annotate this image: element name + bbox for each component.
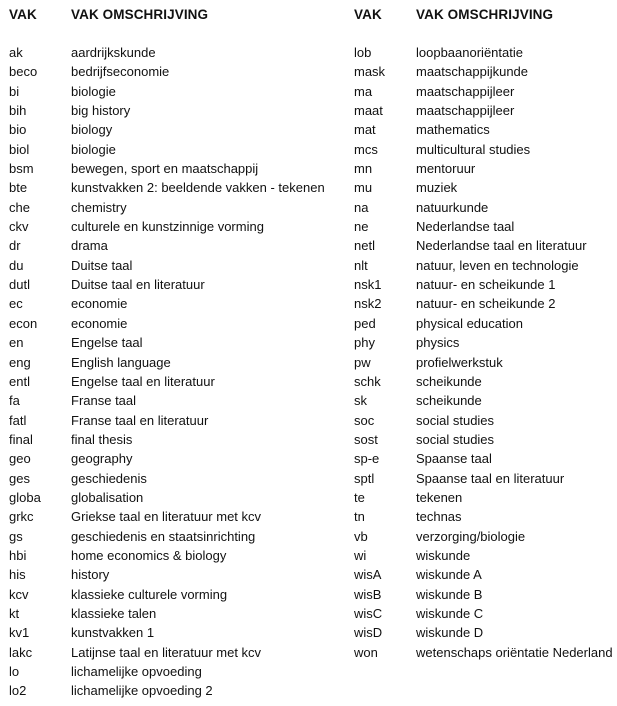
subject-code: lakc	[9, 644, 33, 660]
subject-code: netl	[354, 238, 375, 254]
table-row	[0, 643, 340, 662]
table-row	[0, 217, 340, 236]
header-code: VAK	[354, 7, 382, 22]
table-row	[0, 275, 340, 294]
subject-code: vb	[354, 528, 368, 544]
subject-code: won	[354, 644, 378, 660]
subject-description: Duitse taal	[71, 257, 133, 273]
subject-code: ma	[354, 83, 373, 99]
table-row	[0, 101, 340, 120]
subject-code: bte	[9, 180, 28, 196]
subject-code: gs	[9, 528, 23, 544]
header-description: VAK OMSCHRIJVING	[71, 7, 209, 22]
subject-code: bi	[9, 83, 20, 99]
table-row	[0, 411, 340, 430]
table-row	[353, 353, 617, 372]
subject-description: wiskunde	[416, 547, 471, 563]
subject-description: maatschappijleer	[416, 83, 515, 99]
subject-description: klassieke culturele vorming	[71, 586, 228, 602]
subject-description: scheikunde	[416, 373, 482, 389]
subject-code: ec	[9, 296, 23, 312]
table-row	[0, 198, 340, 217]
left-table-header	[0, 0, 340, 30]
subject-code: lo2	[9, 683, 27, 699]
subject-code: econ	[9, 315, 38, 331]
subject-code: du	[9, 257, 24, 273]
table-row	[0, 372, 340, 391]
subject-code: lob	[354, 45, 372, 60]
subject-description: geschiedenis en staatsinrichting	[71, 528, 256, 544]
subject-description: Latijnse taal en literatuur met kcv	[71, 644, 262, 660]
table-row	[353, 178, 617, 197]
subject-code: globa	[9, 489, 41, 505]
header-code: VAK	[9, 7, 37, 22]
subject-description: multicultural studies	[416, 141, 531, 157]
subject-description: loopbaanoriëntatie	[416, 45, 523, 60]
subject-code: biol	[9, 141, 30, 157]
table-row	[0, 430, 340, 449]
left-table-body	[0, 43, 340, 701]
subject-description: history	[71, 567, 110, 583]
subject-description: profielwerkstuk	[416, 354, 503, 370]
subject-description: lichamelijke opvoeding 2	[71, 683, 213, 699]
subject-code: geo	[9, 451, 31, 467]
table-row	[353, 507, 617, 526]
subject-code: fa	[9, 393, 20, 409]
table-row	[353, 333, 617, 352]
subject-code: ne	[354, 219, 369, 235]
subject-code: sost	[354, 431, 378, 447]
table-row	[353, 623, 617, 642]
subject-description: natuur, leven en technologie	[416, 257, 579, 273]
subject-code: sptl	[354, 470, 375, 486]
table-row	[353, 372, 617, 391]
subject-code: his	[9, 567, 26, 583]
table-row	[0, 256, 340, 275]
subject-description: klassieke talen	[71, 605, 157, 621]
table-row	[0, 391, 340, 410]
table-row	[353, 198, 617, 217]
table-row	[0, 120, 340, 139]
subject-description: lichamelijke opvoeding	[71, 664, 202, 679]
subject-description: Duitse taal en literatuur	[71, 277, 205, 293]
table-row	[353, 430, 617, 449]
right-table	[353, 0, 617, 660]
subject-code: kv1	[9, 625, 30, 641]
subject-code: mn	[354, 161, 373, 177]
table-row	[0, 140, 340, 159]
subject-code: tn	[354, 509, 365, 525]
table-row	[353, 217, 617, 236]
subject-code: kt	[9, 605, 20, 621]
subject-description: Nederlandse taal en literatuur	[416, 238, 587, 254]
subject-code: nsk1	[354, 277, 382, 293]
table-row	[0, 469, 340, 488]
subject-description: verzorging/biologie	[416, 528, 526, 544]
subject-code: ckv	[9, 219, 29, 235]
table-row	[353, 546, 617, 565]
right-table-header	[353, 0, 617, 30]
subject-code: ak	[9, 45, 23, 60]
table-row	[0, 82, 340, 101]
table-row	[353, 527, 617, 546]
table-row	[0, 353, 340, 372]
table-row	[353, 159, 617, 178]
subject-description: kunstvakken 2: beeldende vakken - tekenen	[71, 180, 325, 196]
subject-code: na	[354, 199, 369, 215]
subject-description: big history	[71, 103, 131, 119]
subject-code: beco	[9, 64, 38, 80]
subject-code: wisB	[354, 586, 382, 602]
subject-code: en	[9, 335, 24, 351]
subject-description: muziek	[416, 180, 458, 196]
subject-code: kcv	[9, 586, 29, 602]
subject-code: mat	[354, 122, 376, 138]
subject-description: home economics & biology	[71, 547, 227, 563]
table-row	[0, 333, 340, 352]
subject-description: drama	[71, 238, 108, 254]
subject-code: wisC	[354, 605, 383, 621]
table-row	[353, 411, 617, 430]
subject-code: te	[354, 489, 365, 505]
subject-description: tekenen	[416, 489, 463, 505]
subject-code: mask	[354, 64, 386, 80]
subject-code: wisA	[354, 567, 382, 583]
subject-description: social studies	[416, 431, 495, 447]
table-row	[0, 546, 340, 565]
table-row	[353, 585, 617, 604]
subject-description: Engelse taal	[71, 335, 143, 351]
subject-code: dutl	[9, 277, 30, 293]
table-row	[353, 391, 617, 410]
subject-code: ges	[9, 470, 30, 486]
subject-description: wiskunde C	[416, 605, 484, 621]
subject-description: scheikunde	[416, 393, 482, 409]
subject-description: Franse taal en literatuur	[71, 412, 209, 428]
table-row	[353, 488, 617, 507]
subject-description: maatschappijkunde	[416, 64, 529, 80]
subject-description: technas	[416, 509, 462, 525]
table-row	[0, 585, 340, 604]
table-row	[353, 236, 617, 255]
subject-description: bewegen, sport en maatschappij	[71, 161, 259, 177]
subject-description: biologie	[71, 141, 116, 157]
subject-description: chemistry	[71, 199, 127, 215]
subject-code: ped	[354, 315, 376, 331]
subject-code: soc	[354, 412, 375, 428]
subject-description: maatschappijleer	[416, 103, 515, 119]
subject-description: Nederlandse taal	[416, 219, 515, 235]
subject-code: schk	[354, 373, 381, 389]
subject-description: natuur- en scheikunde 1	[416, 277, 556, 293]
subject-description: biology	[71, 122, 113, 138]
subject-code: grkc	[9, 509, 34, 525]
subject-description: economie	[71, 315, 128, 331]
subject-code: pw	[354, 354, 371, 370]
subject-description: biologie	[71, 83, 116, 99]
right-table-body	[353, 43, 617, 662]
subject-description: Franse taal	[71, 393, 137, 409]
subject-code: dr	[9, 238, 21, 254]
subject-description: natuurkunde	[416, 199, 489, 215]
subject-code: final	[9, 431, 33, 447]
table-row	[353, 314, 617, 333]
subject-description: aardrijkskunde	[71, 45, 156, 60]
subject-code: lo	[9, 664, 20, 679]
table-row	[353, 643, 617, 662]
subject-code: mu	[354, 180, 373, 196]
subject-description: geschiedenis	[71, 470, 147, 486]
table-row	[0, 236, 340, 255]
table-row	[353, 140, 617, 159]
table-row	[0, 681, 340, 700]
subject-description: globalisation	[71, 489, 144, 505]
table-row	[353, 120, 617, 139]
subject-code: wisD	[354, 625, 383, 641]
table-row	[353, 294, 617, 313]
table-row	[353, 62, 617, 81]
subject-description: kunstvakken 1	[71, 625, 155, 641]
subject-code: eng	[9, 354, 31, 370]
subject-description: mathematics	[416, 122, 490, 138]
subject-description: geography	[71, 451, 133, 467]
subject-description: Spaanse taal	[416, 451, 492, 467]
table-row	[353, 449, 617, 468]
subject-code: fatl	[9, 412, 27, 428]
subject-description: Engelse taal en literatuur	[71, 373, 215, 389]
table-row	[0, 565, 340, 584]
table-row	[0, 507, 340, 526]
subject-description: physics	[416, 335, 460, 351]
table-row	[353, 469, 617, 488]
subject-code: bih	[9, 103, 27, 119]
table-row	[353, 256, 617, 275]
subject-description: wiskunde A	[416, 567, 482, 583]
table-row	[0, 623, 340, 642]
table-row	[353, 101, 617, 120]
subject-description: physical education	[416, 315, 523, 331]
subject-description: culturele en kunstzinnige vorming	[71, 219, 264, 235]
subject-code: nsk2	[354, 296, 382, 312]
table-row	[0, 43, 340, 62]
table-row	[0, 662, 340, 681]
subject-description: wiskunde B	[416, 586, 483, 602]
table-row	[0, 449, 340, 468]
subject-description: bedrijfseconomie	[71, 64, 170, 80]
subject-code: maat	[354, 103, 383, 119]
subject-description: wetenschaps oriëntatie Nederland	[416, 644, 613, 660]
subject-code: che	[9, 199, 30, 215]
subject-description: social studies	[416, 412, 495, 428]
table-row	[353, 82, 617, 101]
table-row	[353, 275, 617, 294]
table-row	[0, 488, 340, 507]
table-row	[0, 314, 340, 333]
subject-description: final thesis	[71, 431, 133, 447]
subject-code: sk	[354, 393, 367, 409]
subject-description: Spaanse taal en literatuur	[416, 470, 565, 486]
table-row	[0, 62, 340, 81]
table-row	[353, 43, 617, 62]
subject-description: English language	[71, 354, 171, 370]
subject-code: phy	[354, 335, 375, 351]
table-row	[353, 565, 617, 584]
subject-code: bsm	[9, 161, 34, 177]
table-row	[353, 604, 617, 623]
header-description: VAK OMSCHRIJVING	[416, 7, 554, 22]
subject-code: entl	[9, 373, 30, 389]
table-row	[0, 178, 340, 197]
subject-code: wi	[354, 547, 367, 563]
subject-code: sp-e	[354, 451, 380, 467]
subject-code: mcs	[354, 141, 378, 157]
table-row	[0, 294, 340, 313]
subject-code: nlt	[354, 257, 368, 273]
subject-description: natuur- en scheikunde 2	[416, 296, 556, 312]
table-row	[0, 604, 340, 623]
subject-description: Griekse taal en literatuur met kcv	[71, 509, 262, 525]
subject-code: bio	[9, 122, 27, 138]
subject-description: economie	[71, 296, 128, 312]
subject-description: mentoruur	[416, 161, 476, 177]
table-row	[0, 527, 340, 546]
table-row	[0, 159, 340, 178]
subject-description: wiskunde D	[416, 625, 484, 641]
subject-code: hbi	[9, 547, 27, 563]
